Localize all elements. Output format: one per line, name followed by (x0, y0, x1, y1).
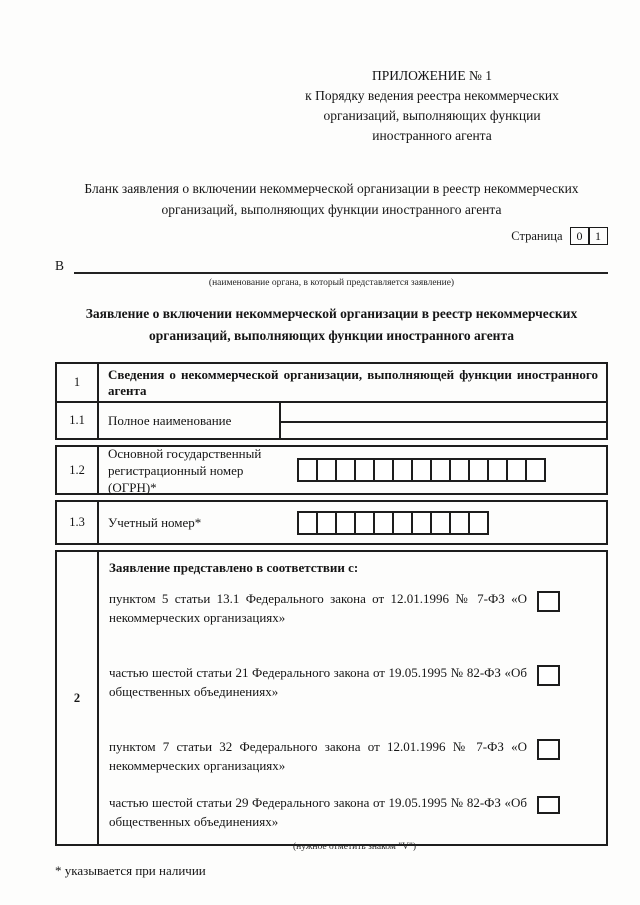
legal-basis-item (109, 663, 600, 701)
account-digit-boxes (297, 511, 489, 535)
digit-box[interactable] (468, 458, 489, 482)
digit-box[interactable] (487, 458, 508, 482)
digit-box[interactable] (506, 458, 527, 482)
appendix-header (272, 66, 592, 146)
checkbox-law-82fz-21[interactable] (537, 665, 560, 686)
digit-box[interactable] (392, 511, 413, 535)
digit-box[interactable] (335, 458, 356, 482)
legal-basis-item-text: пунктом 7 статьи 32 Федерального закона от 12.01.1996 № 7-ФЗ «О некоммерческих организациях» (109, 739, 527, 773)
digit-box[interactable] (411, 511, 432, 535)
row-number: 1.3 (57, 502, 99, 543)
digit-box[interactable] (354, 511, 375, 535)
account-number-cell (99, 502, 606, 543)
table-row-account-number (55, 500, 608, 545)
authority-caption: (наименование органа, в который представляется заявление) (208, 278, 455, 288)
form-blank-title (55, 178, 608, 220)
row-number: 1 (57, 364, 99, 401)
legal-basis-item (109, 793, 600, 831)
digit-box[interactable] (468, 511, 489, 535)
account-number-label: Учетный номер* (108, 515, 202, 530)
legal-basis-item-text: частью шестой статьи 29 Федерального закона от 19.05.1995 № 82-ФЗ «Об общественных объединениях» (109, 795, 527, 829)
page-number-label: Страница (511, 228, 563, 243)
table-row-legal-basis (55, 550, 608, 852)
legal-basis-cell (99, 552, 606, 852)
digit-box[interactable] (373, 458, 394, 482)
page-digit-box: 1 (588, 227, 608, 245)
ogrn-cell (99, 447, 606, 493)
mark-with-v-note: (нужное отметить знаком "V") (293, 842, 416, 852)
application-title-line: Заявление о включении некоммерческой организации в реестр некоммерческих (85, 306, 578, 321)
digit-box[interactable] (430, 458, 451, 482)
checkbox-law-82fz-29[interactable] (537, 796, 560, 814)
appendix-line: организаций, выполняющих функции (323, 108, 541, 123)
digit-box[interactable] (335, 511, 356, 535)
legal-basis-heading: Заявление представлено в соответствии с: (109, 560, 359, 575)
authority-line (55, 254, 608, 274)
section-1-heading: Сведения о некоммерческой организации, выполняющей функции иностранного агента (108, 367, 598, 398)
page-number (55, 227, 608, 245)
full-name-label: Полное наименование (99, 403, 281, 438)
digit-box[interactable] (392, 458, 413, 482)
digit-box[interactable] (354, 458, 375, 482)
authority-prefix: В (55, 258, 65, 273)
digit-box[interactable] (297, 458, 318, 482)
row-number: 2 (57, 552, 99, 844)
form-blank-title-line: организаций, выполняющих функции иностранного агента (161, 202, 502, 217)
application-title (55, 303, 608, 347)
legal-basis-item-text: частью шестой статьи 21 Федерального закона от 19.05.1995 № 82-ФЗ «Об общественных объединениях» (109, 665, 527, 699)
ogrn-label: Основной государственный регистрационный номер (ОГРН)* (108, 445, 262, 495)
footnote: * указывается при наличии (55, 863, 206, 878)
digit-box[interactable] (373, 511, 394, 535)
row-number: 1.2 (57, 447, 99, 493)
legal-basis-item (109, 589, 600, 627)
table-block-org-info (55, 362, 608, 440)
legal-basis-item-text: пунктом 5 статьи 13.1 Федерального закона от 12.01.1996 № 7-ФЗ «О некоммерческих организациях» (109, 591, 527, 625)
checkbox-law-7fz-32[interactable] (537, 739, 560, 760)
row-number: 1.1 (57, 403, 99, 438)
application-title-line: организаций, выполняющих функции иностранного агента (148, 328, 515, 343)
table-row-section-1 (57, 364, 606, 401)
digit-box[interactable] (449, 458, 470, 482)
digit-box[interactable] (430, 511, 451, 535)
digit-box[interactable] (316, 458, 337, 482)
digit-box[interactable] (525, 458, 546, 482)
table-row-ogrn (55, 445, 608, 495)
legal-basis-item (109, 737, 600, 775)
checkbox-law-7fz-13-1[interactable] (537, 591, 560, 612)
digit-box[interactable] (411, 458, 432, 482)
form-blank-title-line: Бланк заявления о включении некоммерческой организации в реестр некоммерческих (84, 181, 579, 196)
table-row-full-name (57, 401, 606, 438)
appendix-line: к Порядку ведения реестра некоммерческих (305, 88, 559, 103)
write-line (281, 421, 606, 423)
form-table (55, 362, 608, 852)
authority-name-field[interactable] (74, 256, 608, 274)
appendix-line: иностранного агента (372, 128, 492, 143)
appendix-line: ПРИЛОЖЕНИЕ № 1 (371, 68, 493, 83)
digit-box[interactable] (297, 511, 318, 535)
page-number-boxes (570, 227, 609, 245)
digit-box[interactable] (449, 511, 470, 535)
full-name-field[interactable] (281, 403, 606, 438)
page-digit-box: 0 (570, 227, 590, 245)
digit-box[interactable] (316, 511, 337, 535)
ogrn-digit-boxes (297, 458, 546, 482)
